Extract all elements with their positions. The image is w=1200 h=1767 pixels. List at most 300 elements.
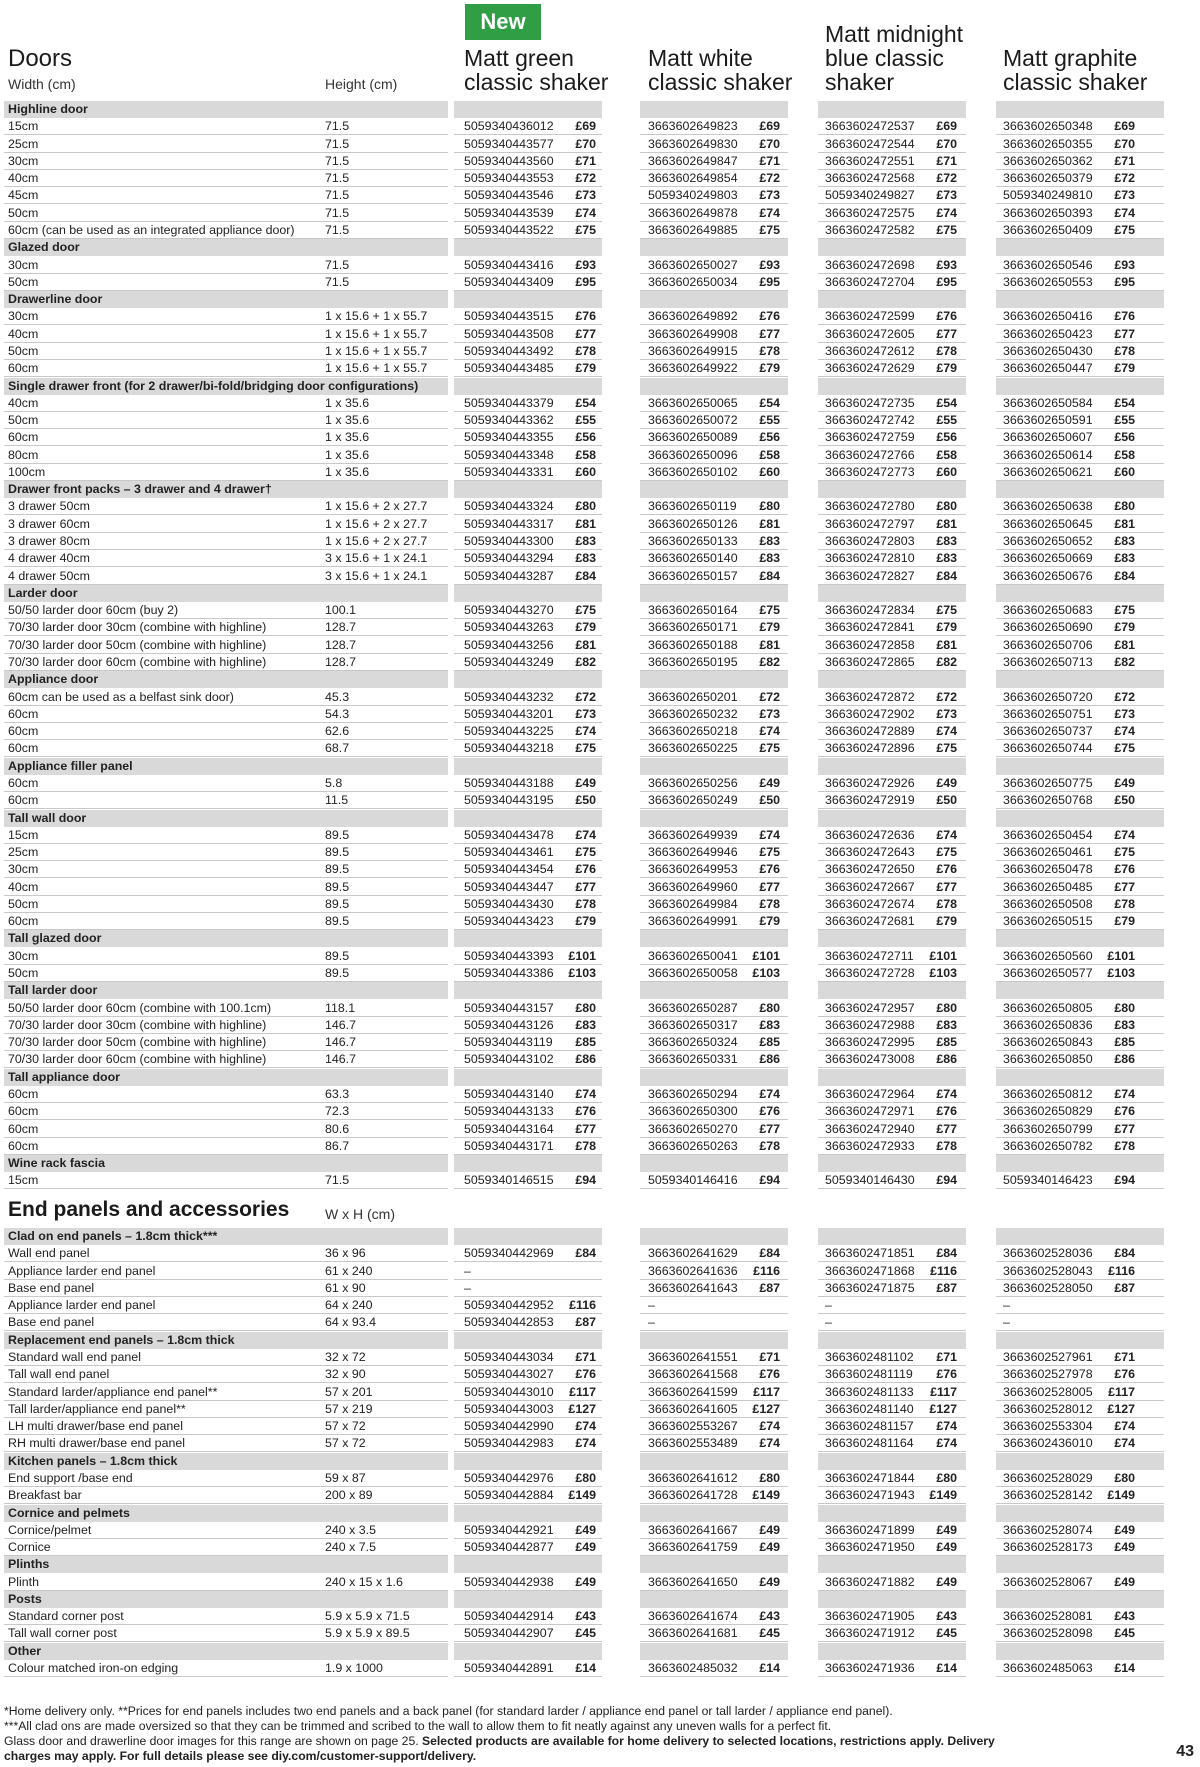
product-price: £74 xyxy=(1114,1087,1135,1101)
section-shading xyxy=(640,930,788,947)
product-code: 3663602650164 xyxy=(648,603,738,618)
product-code: 3663602471912 xyxy=(825,1626,915,1641)
section-header-row xyxy=(0,1228,1160,1245)
product-code: 5059340443560 xyxy=(464,153,554,168)
product-dimensions: 5.9 x 5.9 x 71.5 xyxy=(325,1609,410,1624)
product-code: 3663602472667 xyxy=(825,879,915,894)
product-description: 3 drawer 50cm xyxy=(8,499,90,514)
footnote-text: Glass door and drawerline door images for this range are shown on page 25. xyxy=(4,1734,419,1748)
table-row xyxy=(0,498,1160,515)
product-price: £101 xyxy=(929,948,957,963)
product-code: 3663602472834 xyxy=(825,603,915,618)
product-code: 3663602650638 xyxy=(1003,499,1093,514)
product-code: 3663602472957 xyxy=(825,1000,915,1015)
product-price: £72 xyxy=(1114,171,1135,186)
product-code: 5059340146416 xyxy=(648,1173,738,1188)
product-code: – xyxy=(648,1298,655,1313)
product-code: 3663602650140 xyxy=(648,551,738,566)
product-price: £79 xyxy=(936,361,957,376)
product-description: 30cm xyxy=(8,862,39,877)
product-code: 3663602650393 xyxy=(1003,205,1093,220)
product-description: Tall larder/appliance end panel** xyxy=(8,1401,186,1416)
product-code: 5059340442969 xyxy=(464,1246,554,1261)
product-dimensions: 1 x 15.6 + 2 x 27.7 xyxy=(325,499,428,514)
product-description: Breakfast bar xyxy=(8,1488,82,1503)
product-code: – xyxy=(825,1298,832,1313)
product-dimensions: 71.5 xyxy=(325,153,350,168)
product-code: 3663602472605 xyxy=(825,326,915,341)
product-price: £56 xyxy=(759,430,780,445)
product-description: 4 drawer 50cm xyxy=(8,568,90,583)
product-price: £74 xyxy=(1114,1419,1135,1434)
product-price: £74 xyxy=(936,1436,957,1451)
section-shading xyxy=(454,1332,602,1349)
product-price: £76 xyxy=(575,1104,596,1119)
product-price: £80 xyxy=(759,499,780,514)
product-price: £79 xyxy=(1114,361,1135,376)
product-price: £49 xyxy=(936,1522,957,1537)
table-row xyxy=(0,516,1160,533)
product-price: £80 xyxy=(575,1470,596,1485)
product-code: 3663602650300 xyxy=(648,1104,738,1119)
product-code: 3663602649878 xyxy=(648,205,738,220)
column-title-matt-green xyxy=(464,46,608,94)
product-code: 3663602473008 xyxy=(825,1052,915,1067)
section-header-row xyxy=(0,1505,1160,1522)
product-dimensions: 71.5 xyxy=(325,274,350,289)
section-header-row xyxy=(0,810,1160,827)
product-price: £83 xyxy=(575,1017,596,1032)
product-price: £43 xyxy=(1114,1609,1135,1624)
table-row xyxy=(0,1574,1160,1591)
product-description: 30cm xyxy=(8,948,39,963)
product-price: £79 xyxy=(759,914,780,929)
product-code: 3663602472827 xyxy=(825,568,915,583)
section-label: Other xyxy=(8,1643,42,1658)
product-price: £75 xyxy=(575,741,596,756)
product-price: £49 xyxy=(936,1574,957,1589)
product-description: 60cm can be used as a belfast sink door) xyxy=(8,689,234,704)
table-row xyxy=(0,205,1160,222)
product-code: 3663602527961 xyxy=(1003,1350,1093,1364)
table-row xyxy=(0,1401,1160,1418)
product-code: 5059340443393 xyxy=(464,948,554,963)
product-code: 5059340442891 xyxy=(464,1661,554,1675)
product-code: 5059340443119 xyxy=(464,1035,553,1050)
product-price: £72 xyxy=(575,171,596,186)
section-label: Plinths xyxy=(8,1557,50,1572)
section-label: Tall glazed door xyxy=(8,931,102,946)
product-description: 60cm xyxy=(8,793,39,808)
product-dimensions: 1 x 35.6 xyxy=(325,430,370,445)
product-price: £78 xyxy=(575,896,596,911)
product-price: £116 xyxy=(1108,1263,1135,1278)
height-column-header: Height (cm) xyxy=(325,76,398,92)
product-price: £103 xyxy=(752,966,780,980)
product-code: 3663602650232 xyxy=(648,706,738,721)
product-code: 3663602471882 xyxy=(825,1574,915,1589)
section-shading xyxy=(818,1228,966,1245)
table-row xyxy=(0,913,1160,930)
product-price: £78 xyxy=(1114,1138,1135,1153)
product-price: £76 xyxy=(575,309,596,324)
product-price: £86 xyxy=(1114,1052,1135,1067)
product-code: 3663602485032 xyxy=(648,1661,738,1675)
section-shading xyxy=(454,671,602,688)
product-code: 3663602650461 xyxy=(1003,845,1093,859)
product-description: 60cm (can be used as an integrated appliance door) xyxy=(8,223,295,237)
product-price: £71 xyxy=(936,1350,957,1364)
section-shading xyxy=(996,758,1164,775)
product-code: 3663602472735 xyxy=(825,395,915,410)
section-shading xyxy=(818,1591,966,1608)
product-price: £76 xyxy=(759,1367,780,1382)
product-code: 5059340443294 xyxy=(464,551,554,566)
product-dimensions: 200 x 89 xyxy=(325,1488,373,1503)
product-price: £70 xyxy=(936,136,957,151)
product-code: 3663602650836 xyxy=(1003,1017,1093,1032)
product-code: 3663602472759 xyxy=(825,430,915,445)
product-description: 60cm xyxy=(8,1138,39,1153)
section-shading xyxy=(454,1556,602,1573)
table-row xyxy=(0,118,1160,135)
product-code: 3663602481140 xyxy=(825,1401,914,1416)
product-code: 3663602650652 xyxy=(1003,534,1093,548)
product-price: £82 xyxy=(759,655,780,669)
product-code: 3663602649946 xyxy=(648,845,738,859)
product-code: 5059340442914 xyxy=(464,1609,554,1624)
product-code: 3663602472971 xyxy=(825,1104,915,1119)
product-price: £74 xyxy=(1114,1436,1135,1451)
product-code: – xyxy=(1003,1315,1010,1330)
product-price: £60 xyxy=(936,464,957,479)
section-header-row xyxy=(0,585,1160,602)
product-description: Cornice/pelmet xyxy=(8,1522,92,1537)
product-price: £69 xyxy=(1114,119,1135,134)
product-code: 5059340443218 xyxy=(464,741,554,756)
product-price: £74 xyxy=(575,1436,596,1451)
product-code: 3663602472650 xyxy=(825,862,915,877)
section-shading xyxy=(996,239,1164,256)
product-code: 3663602650751 xyxy=(1003,706,1093,721)
product-code: 3663602650171 xyxy=(648,620,738,635)
product-price: £72 xyxy=(936,171,957,186)
product-code: 5059340442983 xyxy=(464,1436,554,1451)
product-description: 70/30 larder door 50cm (combine with highline) xyxy=(8,637,267,652)
product-price: £81 xyxy=(936,637,957,652)
product-code: 3663602471851 xyxy=(825,1246,915,1261)
new-badge: New xyxy=(465,4,541,40)
product-code: 3663602650478 xyxy=(1003,862,1093,877)
product-code: 5059340443522 xyxy=(464,223,554,237)
section-shading xyxy=(640,1556,788,1573)
section-shading xyxy=(996,1155,1164,1172)
section-label: Cornice and pelmets xyxy=(8,1505,130,1520)
product-code: 5059340436012 xyxy=(464,119,554,134)
product-code: 3663602650720 xyxy=(1003,689,1093,704)
product-price: £58 xyxy=(575,447,596,462)
product-price: £78 xyxy=(936,896,957,911)
product-description: 50cm xyxy=(8,896,39,911)
section-label: Posts xyxy=(8,1591,42,1606)
section-shading xyxy=(454,481,602,498)
product-description: 15cm xyxy=(8,119,39,134)
column-title-line: classic shaker xyxy=(1003,69,1148,95)
product-code: 5059340443201 xyxy=(464,706,554,721)
product-price: £75 xyxy=(759,741,780,756)
product-code: 3663602650676 xyxy=(1003,568,1093,583)
product-price: £14 xyxy=(575,1661,596,1675)
product-price: £74 xyxy=(759,827,780,842)
product-code: 3663602553304 xyxy=(1003,1419,1093,1434)
product-code: 5059340443492 xyxy=(464,343,554,358)
product-code: 3663602650621 xyxy=(1003,464,1093,479)
section-shading xyxy=(996,1453,1164,1470)
product-price: £101 xyxy=(568,948,596,963)
section-shading xyxy=(640,239,788,256)
product-code: – xyxy=(1003,1298,1010,1313)
product-price: £74 xyxy=(759,205,780,220)
product-price: £101 xyxy=(752,948,780,963)
product-code: 3663602650034 xyxy=(648,274,738,289)
table-row xyxy=(0,1608,1160,1625)
table-row xyxy=(0,740,1160,757)
product-dimensions: 3 x 15.6 + 1 x 24.1 xyxy=(325,568,428,583)
product-price: £74 xyxy=(759,1087,780,1101)
product-price: £75 xyxy=(936,741,957,756)
product-description: 15cm xyxy=(8,827,39,842)
product-dimensions: 146.7 xyxy=(325,1017,357,1032)
product-price: £78 xyxy=(575,1138,596,1153)
product-dimensions: 72.3 xyxy=(325,1104,350,1119)
product-price: £83 xyxy=(759,1017,780,1032)
product-price: £80 xyxy=(936,499,957,514)
product-price: £77 xyxy=(759,1121,780,1136)
product-code: 3663602650058 xyxy=(648,966,738,980)
section-header-row xyxy=(0,378,1160,395)
product-dimensions: 89.5 xyxy=(325,827,350,842)
product-price: £74 xyxy=(936,827,957,842)
product-price: £84 xyxy=(1114,1246,1135,1261)
product-price: £74 xyxy=(936,1087,957,1101)
product-code: 5059340443133 xyxy=(464,1104,554,1119)
product-description: Standard wall end panel xyxy=(8,1350,141,1364)
product-price: £84 xyxy=(936,1246,957,1261)
product-dimensions: 128.7 xyxy=(325,620,357,635)
table-row xyxy=(0,879,1160,896)
product-dimensions: 100.1 xyxy=(325,603,357,618)
product-code: 5059340443485 xyxy=(464,361,554,376)
product-code: 3663602528081 xyxy=(1003,1609,1093,1624)
product-dimensions: 80.6 xyxy=(325,1121,350,1136)
section-shading xyxy=(640,378,788,395)
product-code: 3663602481157 xyxy=(825,1419,914,1434)
product-code: 3663602650485 xyxy=(1003,879,1093,894)
product-price: £85 xyxy=(936,1035,957,1050)
table-row xyxy=(0,1121,1160,1138)
product-dimensions: 89.5 xyxy=(325,896,350,911)
section-shading xyxy=(996,1591,1164,1608)
product-description: 70/30 larder door 50cm (combine with highline) xyxy=(8,1035,267,1050)
product-code: 3663602472704 xyxy=(825,274,915,289)
product-code: 3663602481119 xyxy=(825,1367,913,1382)
section-shading xyxy=(640,1228,788,1245)
product-code: 3663602472629 xyxy=(825,361,915,376)
product-price: £95 xyxy=(936,274,957,289)
product-price: £74 xyxy=(575,205,596,220)
section-header-row xyxy=(0,239,1160,256)
product-price: £82 xyxy=(575,655,596,669)
product-price: £49 xyxy=(575,775,596,790)
product-code: 3663602650348 xyxy=(1003,119,1093,134)
section-shading xyxy=(454,758,602,775)
product-description: 50cm xyxy=(8,205,39,220)
section-label: Tall appliance door xyxy=(8,1069,120,1084)
product-price: £94 xyxy=(575,1173,596,1188)
product-price: £77 xyxy=(575,879,596,894)
product-price: £77 xyxy=(759,326,780,341)
section-shading xyxy=(454,1591,602,1608)
product-price: £103 xyxy=(929,966,957,980)
product-code: 3663602472964 xyxy=(825,1087,915,1101)
product-code: 3663602528067 xyxy=(1003,1574,1093,1589)
product-price: £117 xyxy=(569,1384,596,1399)
product-dimensions: 128.7 xyxy=(325,655,357,669)
product-price: £45 xyxy=(1114,1626,1135,1641)
product-price: £45 xyxy=(936,1626,957,1641)
product-dimensions: 32 x 72 xyxy=(325,1350,366,1364)
product-description: 30cm xyxy=(8,309,39,324)
product-price: £49 xyxy=(759,1522,780,1537)
product-description: 50cm xyxy=(8,966,39,980)
product-code: 3663602650331 xyxy=(648,1052,738,1067)
table-row xyxy=(0,447,1160,464)
product-code: 3663602649915 xyxy=(648,343,738,358)
product-dimensions: 89.5 xyxy=(325,879,350,894)
product-price: £74 xyxy=(759,724,780,739)
product-code: 3663602472551 xyxy=(825,153,915,168)
product-code: 5059340443317 xyxy=(464,516,554,531)
section-shading xyxy=(818,1643,966,1660)
product-code: 3663602528029 xyxy=(1003,1470,1093,1485)
product-code: 3663602650126 xyxy=(648,516,738,531)
section-header-row xyxy=(0,758,1160,775)
table-row xyxy=(0,1625,1160,1642)
column-title-matt-midnight-blue xyxy=(825,22,963,94)
table-row xyxy=(0,1349,1160,1366)
product-code: – xyxy=(648,1315,655,1330)
section-shading xyxy=(640,758,788,775)
product-code: 3663602472803 xyxy=(825,534,915,548)
product-code: 3663602650324 xyxy=(648,1035,738,1050)
section-shading xyxy=(996,101,1164,118)
product-dimensions: 61 x 90 xyxy=(325,1280,366,1295)
section-shading xyxy=(454,1228,602,1245)
product-code: 5059340443355 xyxy=(464,430,554,445)
product-price: £80 xyxy=(575,1000,596,1015)
section-label: Tall larder door xyxy=(8,983,98,998)
product-code: 5059340443171 xyxy=(464,1138,554,1153)
product-code: 5059340443331 xyxy=(464,464,554,479)
section-shading xyxy=(818,481,966,498)
product-description: 70/30 larder door 60cm (combine with highline) xyxy=(8,1052,267,1067)
product-code: 5059340146430 xyxy=(825,1173,915,1188)
table-row xyxy=(0,1103,1160,1120)
product-dimensions: 1 x 15.6 + 1 x 55.7 xyxy=(325,309,428,324)
product-code: 5059340443478 xyxy=(464,827,554,842)
product-code: 3663602481133 xyxy=(825,1384,914,1399)
product-description: Appliance larder end panel xyxy=(8,1298,156,1313)
product-code: 3663602528012 xyxy=(1003,1401,1093,1416)
product-code: 3663602641728 xyxy=(648,1488,738,1503)
footnote-text-bold: Selected products are available for home delivery to selected locations, restrictions apply. Delivery charges may apply. For full details please see diy.com/customer-support/delivery. xyxy=(4,1734,995,1763)
product-price: £58 xyxy=(759,447,780,462)
product-code: 5059340443546 xyxy=(464,188,554,203)
product-dimensions: 71.5 xyxy=(325,1173,350,1188)
product-price: £80 xyxy=(575,499,596,514)
section-label: Tall wall door xyxy=(8,810,87,825)
product-price: £70 xyxy=(759,136,780,151)
product-price: £60 xyxy=(759,464,780,479)
product-price: £81 xyxy=(759,637,780,652)
section-shading xyxy=(818,585,966,602)
section-label: Appliance filler panel xyxy=(8,758,133,773)
column-title-line: Matt white xyxy=(648,45,753,71)
product-code: 5059340443508 xyxy=(464,326,554,341)
product-price: £86 xyxy=(936,1052,957,1067)
product-price: £80 xyxy=(936,1470,957,1485)
section-shading xyxy=(640,585,788,602)
product-price: £103 xyxy=(1107,966,1135,980)
product-price: £127 xyxy=(752,1401,780,1416)
product-price: £78 xyxy=(936,343,957,358)
product-price: £77 xyxy=(1114,326,1135,341)
product-code: 5059340442990 xyxy=(464,1419,554,1434)
product-description: 50cm xyxy=(8,413,39,427)
product-code: 3663602472544 xyxy=(825,136,915,151)
product-code: 3663602650256 xyxy=(648,775,738,790)
product-description: 40cm xyxy=(8,395,39,410)
product-price: £76 xyxy=(575,1367,596,1382)
product-price: £75 xyxy=(759,845,780,859)
product-price: £74 xyxy=(575,827,596,842)
doors-section-title: Doors xyxy=(8,45,73,72)
product-code: 3663602649885 xyxy=(648,223,738,237)
product-price: £70 xyxy=(1114,136,1135,151)
product-price: £72 xyxy=(936,689,957,704)
table-row xyxy=(0,464,1160,481)
product-price: £71 xyxy=(575,1350,596,1364)
product-code: 3663602649908 xyxy=(648,326,738,341)
product-price: £72 xyxy=(759,689,780,704)
product-price: £81 xyxy=(1114,516,1135,531)
product-price: £50 xyxy=(759,793,780,808)
product-price: £60 xyxy=(1114,464,1135,479)
product-price: £78 xyxy=(936,1138,957,1153)
section-label: Drawerline door xyxy=(8,292,103,307)
product-price: £80 xyxy=(759,1470,780,1485)
product-price: £75 xyxy=(1114,845,1135,859)
product-code: 3663602650225 xyxy=(648,741,738,756)
product-code: 3663602650805 xyxy=(1003,1000,1093,1015)
table-row xyxy=(0,706,1160,723)
column-title-line: shaker xyxy=(825,69,895,95)
product-dimensions: 1.9 x 1000 xyxy=(325,1661,383,1675)
table-row xyxy=(0,222,1160,239)
product-code: 3663602650355 xyxy=(1003,136,1093,151)
section-shading xyxy=(818,1556,966,1573)
product-price: £75 xyxy=(936,845,957,859)
